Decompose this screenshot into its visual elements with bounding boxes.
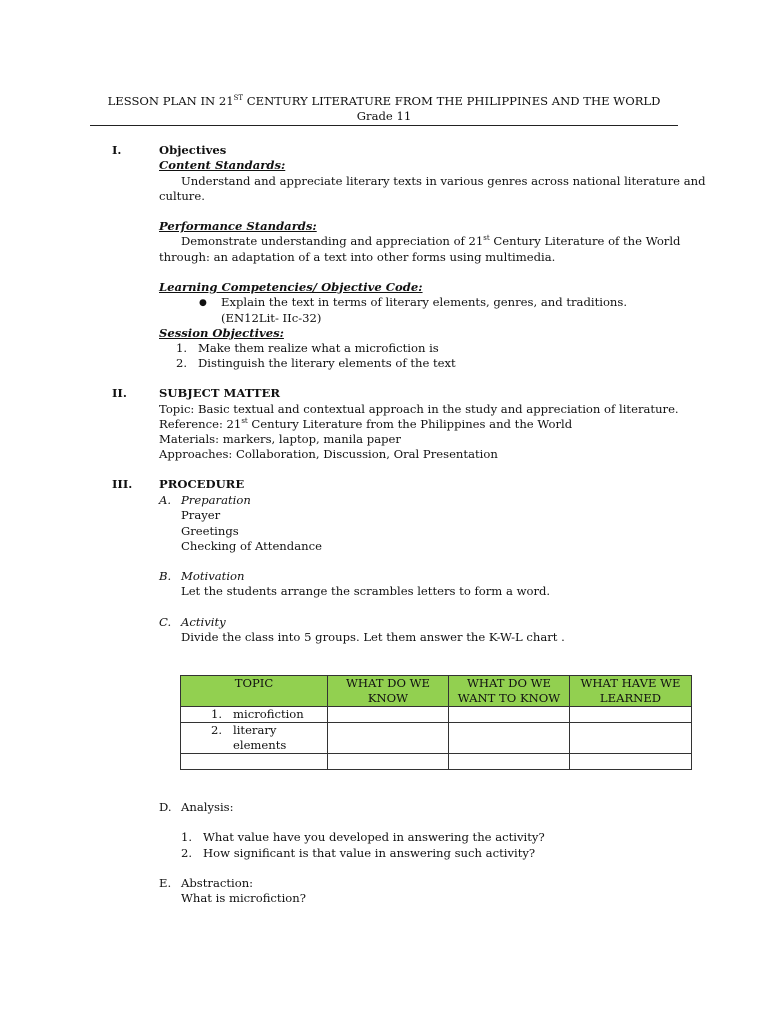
content-standards-text-cont: culture. (159, 189, 205, 203)
kwl-topic-cell: 2. literary elements (181, 723, 328, 754)
kwl-header-want-to-know: WHAT DO WE WANT TO KNOW (449, 676, 570, 707)
kwl-header-row (181, 676, 692, 707)
kwl-cell (328, 707, 449, 723)
performance-standards-text-cont: through: an adaptation of a text into other forms using multimedia. (159, 250, 556, 264)
analysis-question-number: 2. (181, 846, 193, 860)
analysis-question-number: 1. (181, 830, 193, 844)
step-letter-a: A. (159, 493, 172, 507)
content-standards-label: Content Standards: (159, 158, 286, 172)
materials-line: Materials: markers, laptop, manila paper (159, 432, 401, 446)
section-title-procedure: PROCEDURE (159, 477, 245, 491)
step-letter-c: C. (159, 615, 172, 629)
kwl-cell (570, 754, 692, 770)
kwl-cell (449, 754, 570, 770)
header-rule (90, 125, 678, 126)
session-objective-number: 1. (176, 341, 188, 355)
document-title: LESSON PLAN IN 21ST CENTURY LITERATURE FROM THE PHILIPPINES AND THE WORLD (107, 94, 661, 108)
competency-code: (EN12Lit- IIc-32) (221, 311, 322, 325)
section-title-objectives: Objectives (159, 143, 227, 157)
kwl-cell (181, 754, 328, 770)
preparation-item: Prayer (181, 508, 221, 522)
session-objective-number: 2. (176, 356, 188, 370)
section-title-subject-matter: SUBJECT MATTER (159, 386, 281, 400)
analysis-question: How significant is that value in answering such activity? (203, 846, 536, 860)
preparation-item: Checking of Attendance (181, 539, 322, 553)
analysis-question: What value have you developed in answering the activity? (203, 830, 545, 844)
performance-standards-label: Performance Standards: (159, 219, 317, 233)
step-title-abstraction: Abstraction: (181, 876, 254, 890)
kwl-header-topic: TOPIC (181, 676, 328, 707)
approaches-line: Approaches: Collaboration, Discussion, Oral Presentation (159, 447, 498, 461)
step-letter-e: E. (159, 876, 172, 890)
kwl-cell (570, 707, 692, 723)
activity-text: Divide the class into 5 groups. Let them answer the K-W-L chart . (181, 630, 565, 644)
kwl-cell (328, 754, 449, 770)
grade-label: Grade 11 (356, 109, 412, 123)
kwl-cell (328, 723, 449, 754)
session-objectives-label: Session Objectives: (159, 326, 284, 340)
step-title-activity: Activity (181, 615, 226, 629)
kwl-cell (570, 723, 692, 754)
motivation-text: Let the students arrange the scrambles letters to form a word. (181, 584, 551, 598)
kwl-cell (449, 707, 570, 723)
session-objective-item: Make them realize what a microfiction is (198, 341, 439, 355)
section-number-1: I. (112, 143, 122, 157)
kwl-topic-cell: 1. microfiction (181, 707, 328, 723)
kwl-header-know: WHAT DO WE KNOW (328, 676, 449, 707)
table-row (181, 754, 692, 770)
session-objective-item: Distinguish the literary elements of the text (198, 356, 456, 370)
performance-standards-text: Demonstrate understanding and appreciation of 21st Century Literature of the World (181, 234, 681, 248)
content-standards-text: Understand and appreciate literary texts in various genres across national literature and (181, 174, 706, 188)
step-title-preparation: Preparation (181, 493, 251, 507)
section-number-3: III. (112, 477, 133, 491)
kwl-header-learned: WHAT HAVE WE LEARNED (570, 676, 692, 707)
step-letter-b: B. (159, 569, 172, 583)
topic-line: Topic: Basic textual and contextual approach in the study and appreciation of literature. (159, 402, 679, 416)
kwl-chart (180, 675, 692, 770)
table-row (181, 723, 692, 754)
bullet-icon: ● (199, 298, 207, 308)
section-number-2: II. (112, 386, 127, 400)
step-title-motivation: Motivation (181, 569, 245, 583)
preparation-item: Greetings (181, 524, 239, 538)
step-letter-d: D. (159, 800, 172, 814)
step-title-analysis: Analysis: (181, 800, 234, 814)
kwl-cell (449, 723, 570, 754)
competency-text: Explain the text in terms of literary elements, genres, and traditions. (221, 295, 628, 309)
abstraction-question: What is microfiction? (181, 891, 306, 905)
learning-competencies-label: Learning Competencies/ Objective Code: (159, 280, 423, 294)
reference-line: Reference: 21st Century Literature from the Philippines and the World (159, 417, 573, 431)
table-row (181, 707, 692, 723)
